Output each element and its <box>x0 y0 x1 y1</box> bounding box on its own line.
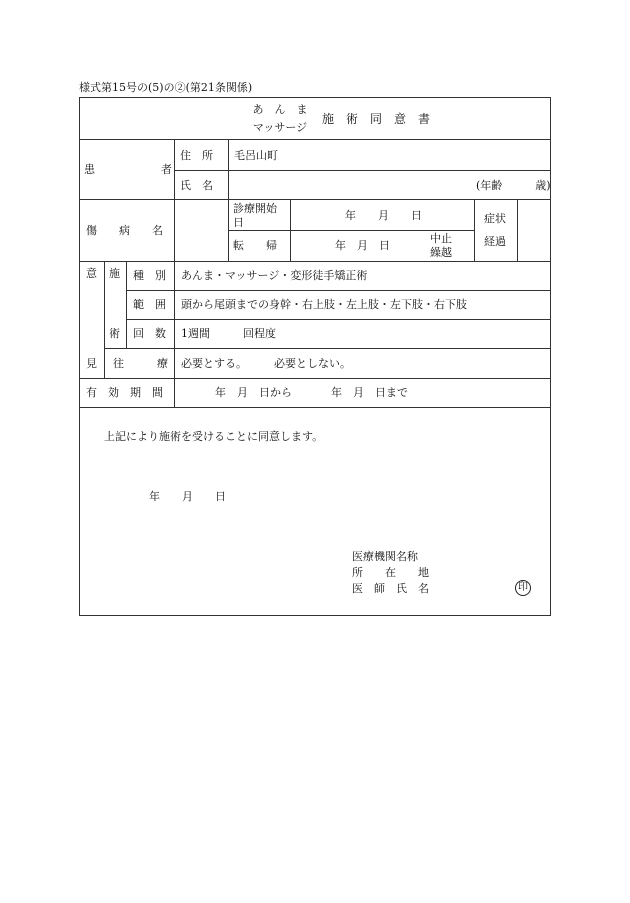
consent-date-field[interactable]: 年 月 日 <box>149 490 226 503</box>
symptoms-field[interactable] <box>521 205 547 255</box>
house-call-option-not-required[interactable]: 必要としない。 <box>274 357 351 370</box>
rule-v-label-col <box>174 139 175 262</box>
type-label: 種 別 <box>133 269 166 282</box>
form-number: 様式第15号の(5)の②(第21条関係) <box>79 81 253 94</box>
patient-label: 患 者 <box>84 163 172 176</box>
start-date-label-2: 日 <box>233 216 244 229</box>
rule-address-name <box>174 170 551 171</box>
type-field[interactable]: あんま・マッサージ・変形徒手矯正術 <box>181 269 368 282</box>
rule-below-injury <box>79 261 551 262</box>
scope-label: 範 囲 <box>133 298 166 311</box>
outcome-option-stop[interactable]: 中止 <box>430 232 452 245</box>
treatment-label-top: 施 <box>109 267 120 280</box>
injury-label: 傷 病 名 <box>86 224 163 237</box>
rule-v-opinion-values <box>174 261 175 407</box>
rule-type-scope <box>126 290 551 291</box>
outcome-option-carryover[interactable]: 繰越 <box>430 246 452 259</box>
injury-name-field[interactable] <box>178 205 224 255</box>
house-call-option-required[interactable]: 必要とする。 <box>181 357 247 370</box>
rule-below-patient <box>79 199 551 200</box>
rule-v-symptoms <box>474 199 475 261</box>
frequency-label: 回 数 <box>133 327 166 340</box>
opinion-label-top: 意 <box>86 267 97 280</box>
address-label: 住 所 <box>180 149 213 162</box>
start-date-label-1: 診療開始 <box>233 202 277 215</box>
outcome-date-field[interactable]: 年 月 日 <box>335 239 390 252</box>
name-label: 氏 名 <box>180 179 213 192</box>
scope-field[interactable]: 頭から尾頭までの身幹・右上肢・左上肢・左下肢・右下肢 <box>181 298 467 311</box>
address-field[interactable]: 毛呂山町 <box>234 149 278 162</box>
doctor-name-label: 医 師 氏 名 <box>352 582 429 595</box>
rule-treatment-housecall <box>104 348 551 349</box>
rule-v-injury-value <box>228 199 229 261</box>
title-line-2: マッサージ <box>252 121 308 134</box>
doctor-address-label: 所 在 地 <box>352 566 429 579</box>
validity-label: 有 効 期 間 <box>86 386 163 399</box>
frequency-field[interactable]: 回程度 <box>243 327 276 340</box>
name-field[interactable] <box>234 180 464 192</box>
rule-below-validity <box>79 407 551 408</box>
outcome-label: 転 帰 <box>233 239 277 252</box>
validity-from-field[interactable]: 年 月 日から <box>215 386 292 399</box>
rule-v-treatment <box>126 261 127 349</box>
institution-label: 医療機関名称 <box>352 550 418 563</box>
validity-to-field[interactable]: 年 月 日まで <box>331 386 408 399</box>
symptoms-label-2: 経過 <box>484 235 506 248</box>
rule-v-symptoms-value <box>517 199 518 261</box>
treatment-label-bottom: 術 <box>109 327 120 340</box>
consent-statement: 上記により施術を受けることに同意します。 <box>104 430 324 443</box>
house-call-label: 往 療 <box>113 357 168 370</box>
rule-v-injury-dates <box>290 199 291 261</box>
rule-v-patient-sublabel <box>228 139 229 200</box>
rule-below-title <box>79 139 551 140</box>
seal-mark-icon: 印 <box>515 580 531 596</box>
start-date-field[interactable]: 年 月 日 <box>345 209 422 222</box>
opinion-label-bottom: 見 <box>86 357 97 370</box>
symptoms-label-1: 症状 <box>484 212 506 225</box>
title-main: 施 術 同 意 書 <box>322 112 431 126</box>
rule-v-opinion <box>104 261 105 378</box>
title-line-1: あ ん ま <box>252 103 308 116</box>
rule-below-opinion <box>79 378 551 379</box>
age-label: (年齢 歳) <box>476 179 551 192</box>
rule-scope-frequency <box>126 319 551 320</box>
rule-start-outcome <box>228 230 474 231</box>
frequency-week: 1週間 <box>181 327 210 340</box>
